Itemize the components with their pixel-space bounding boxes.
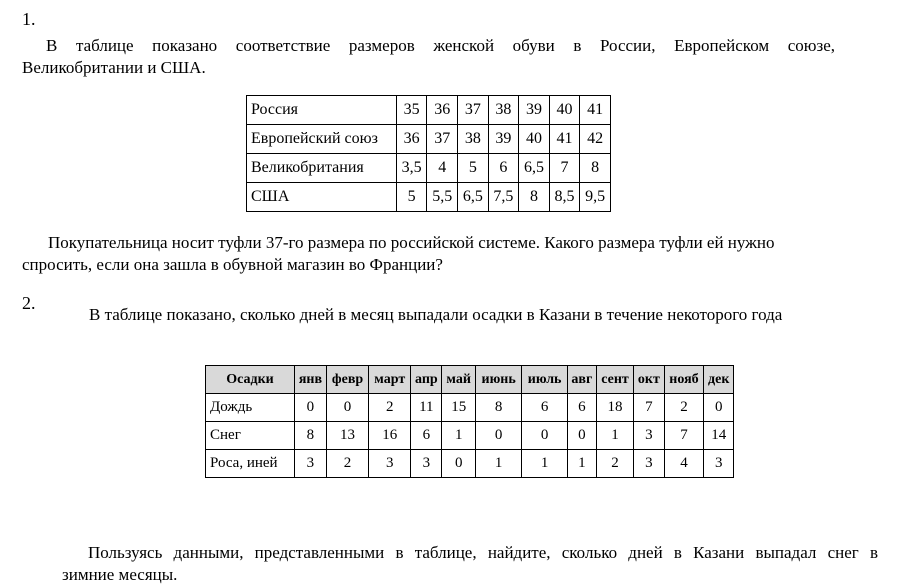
table-cell: 0: [522, 422, 568, 450]
table-row: [247, 183, 611, 212]
table-cell: 4: [664, 450, 704, 478]
table-row: [206, 394, 734, 422]
table-cell: 3: [634, 450, 664, 478]
task1-question-line1: Покупательница носит туфли 37-го размера по российской системе. Какого размера туфли ей нужно: [48, 233, 775, 252]
table-cell: 8: [475, 394, 521, 422]
table-cell: 0: [295, 394, 327, 422]
table-cell: 15: [442, 394, 476, 422]
table-cell: 0: [475, 422, 521, 450]
task2-question: [22, 542, 878, 586]
month-header: июль: [522, 366, 568, 394]
table-cell: 40: [519, 125, 550, 154]
table-cell: 18: [596, 394, 634, 422]
row-label: Дождь: [206, 394, 295, 422]
table-cell: 1: [522, 450, 568, 478]
table-cell: 39: [488, 125, 519, 154]
table-cell: 3: [634, 422, 664, 450]
month-header: янв: [295, 366, 327, 394]
table-cell: 36: [396, 125, 427, 154]
table-cell: 6,5: [458, 183, 489, 212]
month-header: дек: [704, 366, 734, 394]
table-cell: 0: [704, 394, 734, 422]
table-cell: 6: [522, 394, 568, 422]
month-header: нояб: [664, 366, 704, 394]
row-label: Европейский союз: [247, 125, 397, 154]
table-cell: 2: [664, 394, 704, 422]
table-cell: 1: [596, 422, 634, 450]
table-cell: 1: [475, 450, 521, 478]
month-header: авг: [567, 366, 596, 394]
table-cell: 40: [549, 96, 580, 125]
table-cell: 2: [326, 450, 368, 478]
table-cell: 8: [295, 422, 327, 450]
month-header: февр: [326, 366, 368, 394]
table-cell: 36: [427, 96, 458, 125]
table-cell: 38: [458, 125, 489, 154]
task1-intro: [22, 35, 835, 79]
table-cell: 7: [549, 154, 580, 183]
table-row: [206, 422, 734, 450]
table-cell: 3: [411, 450, 442, 478]
table-cell: 11: [411, 394, 442, 422]
precipitation-header-label: Осадки: [206, 366, 295, 394]
row-label: США: [247, 183, 397, 212]
table-cell: 2: [369, 394, 411, 422]
table-cell: 16: [369, 422, 411, 450]
table-cell: 0: [442, 450, 476, 478]
table-cell: 5: [396, 183, 427, 212]
task1-question: [22, 232, 835, 276]
precipitation-table: [205, 365, 734, 478]
table-cell: 2: [596, 450, 634, 478]
task2-question-line2: зимние месяцы.: [62, 565, 178, 584]
table-cell: 4: [427, 154, 458, 183]
month-header: июнь: [475, 366, 521, 394]
shoe-size-table: [246, 95, 611, 212]
table-cell: 41: [549, 125, 580, 154]
table-cell: 13: [326, 422, 368, 450]
table-cell: 3: [369, 450, 411, 478]
row-label: Роса, иней: [206, 450, 295, 478]
month-header: окт: [634, 366, 664, 394]
row-label: Россия: [247, 96, 397, 125]
table-cell: 5,5: [427, 183, 458, 212]
table-cell: 7: [634, 394, 664, 422]
month-header: сент: [596, 366, 634, 394]
task1-question-line2: спросить, если она зашла в обувной магазин во Франции?: [22, 255, 443, 274]
table-cell: 0: [326, 394, 368, 422]
table-cell: 8,5: [549, 183, 580, 212]
table-cell: 9,5: [580, 183, 611, 212]
task2-intro: [89, 304, 849, 326]
month-header: май: [442, 366, 476, 394]
month-header: апр: [411, 366, 442, 394]
table-row: [206, 450, 734, 478]
table-cell: 6: [567, 394, 596, 422]
table-cell: 7: [664, 422, 704, 450]
table-cell: 6: [488, 154, 519, 183]
task2-intro-line: В таблице показано, сколько дней в месяц выпадали осадки в Казани в течение некоторого года: [89, 305, 783, 324]
table-cell: 3,5: [396, 154, 427, 183]
task1-intro-line1: В таблице показано соответствие размеров женской обуви в России, Европейском союзе,: [46, 36, 835, 55]
task1-intro-line2: Великобритании и США.: [22, 58, 206, 77]
table-cell: 7,5: [488, 183, 519, 212]
row-label: Великобритания: [247, 154, 397, 183]
table-cell: 5: [458, 154, 489, 183]
table-cell: 39: [519, 96, 550, 125]
table-cell: 38: [488, 96, 519, 125]
table-cell: 6: [411, 422, 442, 450]
table-cell: 35: [396, 96, 427, 125]
table-cell: 3: [295, 450, 327, 478]
table-cell: 0: [567, 422, 596, 450]
table-cell: 3: [704, 450, 734, 478]
table-row: [247, 154, 611, 183]
table-cell: 42: [580, 125, 611, 154]
table-row: [247, 96, 611, 125]
task1-number: 1.: [22, 9, 36, 29]
table-cell: 1: [442, 422, 476, 450]
table-cell: 41: [580, 96, 611, 125]
row-label: Снег: [206, 422, 295, 450]
month-header: март: [369, 366, 411, 394]
table-cell: 6,5: [519, 154, 550, 183]
table-cell: 1: [567, 450, 596, 478]
table-cell: 8: [519, 183, 550, 212]
task2-number: 2.: [22, 293, 36, 313]
table-cell: 37: [458, 96, 489, 125]
table-cell: 8: [580, 154, 611, 183]
table-cell: 14: [704, 422, 734, 450]
table-cell: 37: [427, 125, 458, 154]
table-row: [247, 125, 611, 154]
task2-question-line1: Пользуясь данными, представленными в таблице, найдите, сколько дней в Казани выпадал снег в: [88, 543, 878, 562]
